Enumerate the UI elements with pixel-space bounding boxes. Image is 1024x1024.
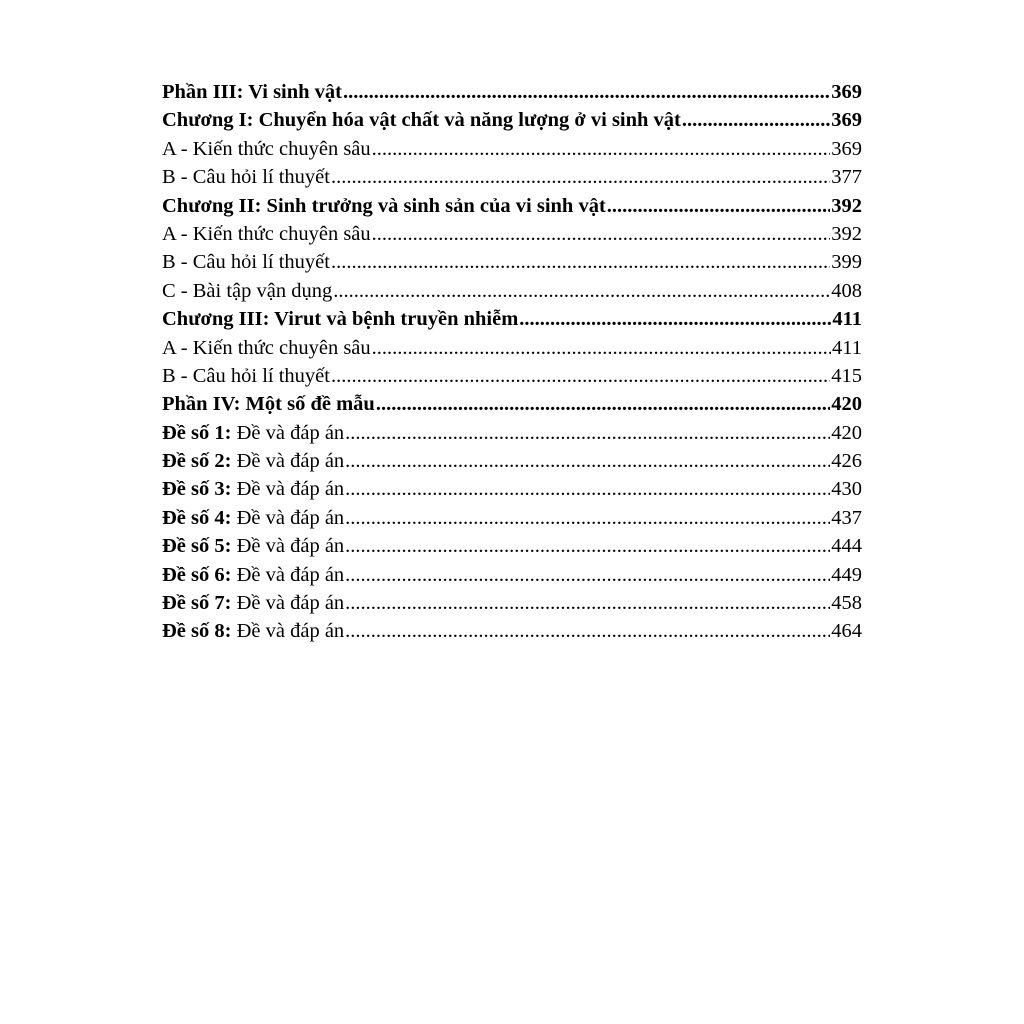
toc-page-number: 464 [831,620,862,643]
toc-dot-leader [345,532,830,560]
toc-entry-row [162,561,862,589]
toc-heading-row [162,390,862,418]
toc-dot-leader [345,617,830,645]
toc-entry-prefix: Đề số 2: [162,450,232,473]
toc-entry-text: Chương II: Sinh trưởng và sinh sản của vi sinh vật [162,194,606,217]
toc-entry-title [162,362,330,390]
toc-entry-title [162,220,371,248]
toc-entry-prefix: Đề số 6: [162,563,232,586]
toc-page-number: 430 [831,478,862,501]
toc-entry-title [162,277,332,305]
toc-entry-text: Đề và đáp án [231,592,345,615]
toc-entry-row [162,334,862,362]
toc-entry-row [162,504,862,532]
toc-entry-title [162,617,344,645]
toc-dot-leader [345,561,830,589]
toc-entry-title [162,532,344,560]
toc-page-number: 420 [831,421,862,444]
toc-dot-leader [333,277,830,305]
toc-page-number: 377 [831,166,862,189]
toc-dot-leader [372,220,831,248]
toc-page-number: 415 [831,364,862,387]
toc-entry-text: Chương III: Virut và bệnh truyền nhiễm [162,308,519,331]
toc-dot-leader [345,419,830,447]
toc-dot-leader [345,475,830,503]
toc-entry-prefix: Đề số 4: [162,506,232,529]
toc-entry-text: B - Câu hỏi lí thuyết [162,364,330,387]
toc-entry-prefix: Đề số 8: [162,620,232,643]
toc-entry-text: Chương I: Chuyển hóa vật chất và năng lượng ở vi sinh vật [162,109,681,132]
toc-entry-title [162,390,375,418]
toc-page-number: 411 [832,308,862,331]
table-of-contents [162,78,862,646]
toc-entry-title [162,447,344,475]
toc-entry-text: A - Kiến thức chuyên sâu [162,137,371,160]
toc-dot-leader [331,163,830,191]
toc-entry-text: C - Bài tập vận dụng [162,279,333,302]
toc-dot-leader [345,447,830,475]
toc-page-number: 392 [831,194,862,217]
toc-entry-text: A - Kiến thức chuyên sâu [162,336,371,359]
toc-heading-row [162,106,862,134]
toc-entry-title [162,163,330,191]
toc-entry-title [162,248,330,276]
toc-entry-title [162,561,344,589]
toc-dot-leader [372,135,831,163]
toc-entry-text: Đề và đáp án [231,535,345,558]
toc-entry-title [162,334,371,362]
toc-entry-text: Đề và đáp án [231,506,345,529]
toc-dot-leader [345,589,830,617]
toc-dot-leader [331,362,830,390]
toc-entry-row [162,419,862,447]
toc-dot-leader [682,106,830,134]
toc-entry-title [162,475,344,503]
toc-entry-title [162,106,681,134]
toc-entry-prefix: Đề số 1: [162,421,232,444]
toc-entry-text: Phần IV: Một số đề mẫu [162,393,375,416]
toc-dot-leader [376,390,830,418]
toc-page-number: 369 [831,109,862,132]
toc-entry-row [162,362,862,390]
toc-entry-prefix: Đề số 7: [162,592,232,615]
toc-page-number: 420 [831,393,862,416]
toc-dot-leader [331,248,830,276]
toc-dot-leader [345,504,830,532]
toc-entry-row [162,475,862,503]
toc-entry-row [162,447,862,475]
toc-entry-row [162,277,862,305]
toc-dot-leader [607,192,830,220]
toc-page-number: 444 [831,535,862,558]
toc-entry-text: Đề và đáp án [231,421,345,444]
toc-entry-row [162,532,862,560]
toc-entry-row [162,220,862,248]
toc-page-number: 408 [831,279,862,302]
toc-page-number: 392 [831,222,862,245]
toc-dot-leader [519,305,831,333]
toc-entry-row [162,617,862,645]
toc-entry-row [162,248,862,276]
toc-entry-prefix: Đề số 5: [162,535,232,558]
toc-page-number: 411 [832,336,862,359]
toc-entry-title [162,504,344,532]
toc-entry-row [162,135,862,163]
toc-entry-row [162,163,862,191]
toc-entry-title [162,419,344,447]
toc-heading-row [162,78,862,106]
toc-dot-leader [372,334,831,362]
toc-page-number: 369 [831,137,862,160]
toc-dot-leader [343,78,830,106]
toc-entry-title [162,192,606,220]
toc-page-number: 426 [831,450,862,473]
toc-entry-text: Đề và đáp án [231,563,345,586]
toc-entry-text: Đề và đáp án [231,478,345,501]
toc-page-number: 449 [831,563,862,586]
toc-page-number: 458 [831,592,862,615]
toc-entry-text: Đề và đáp án [231,620,345,643]
toc-page-number: 399 [831,251,862,274]
toc-heading-row [162,305,862,333]
toc-entry-text: Đề và đáp án [231,450,345,473]
toc-entry-title [162,305,518,333]
toc-entry-title [162,135,371,163]
toc-page-number: 369 [831,81,862,103]
toc-entry-text: B - Câu hỏi lí thuyết [162,251,330,274]
toc-entry-title [162,78,342,106]
toc-entry-prefix: Đề số 3: [162,478,232,501]
toc-entry-text: B - Câu hỏi lí thuyết [162,166,330,189]
toc-heading-row [162,192,862,220]
toc-entry-row [162,589,862,617]
toc-page-number: 437 [831,506,862,529]
toc-entry-title [162,589,344,617]
toc-entry-text: Phần III: Vi sinh vật [162,81,343,103]
toc-entry-text: A - Kiến thức chuyên sâu [162,222,371,245]
